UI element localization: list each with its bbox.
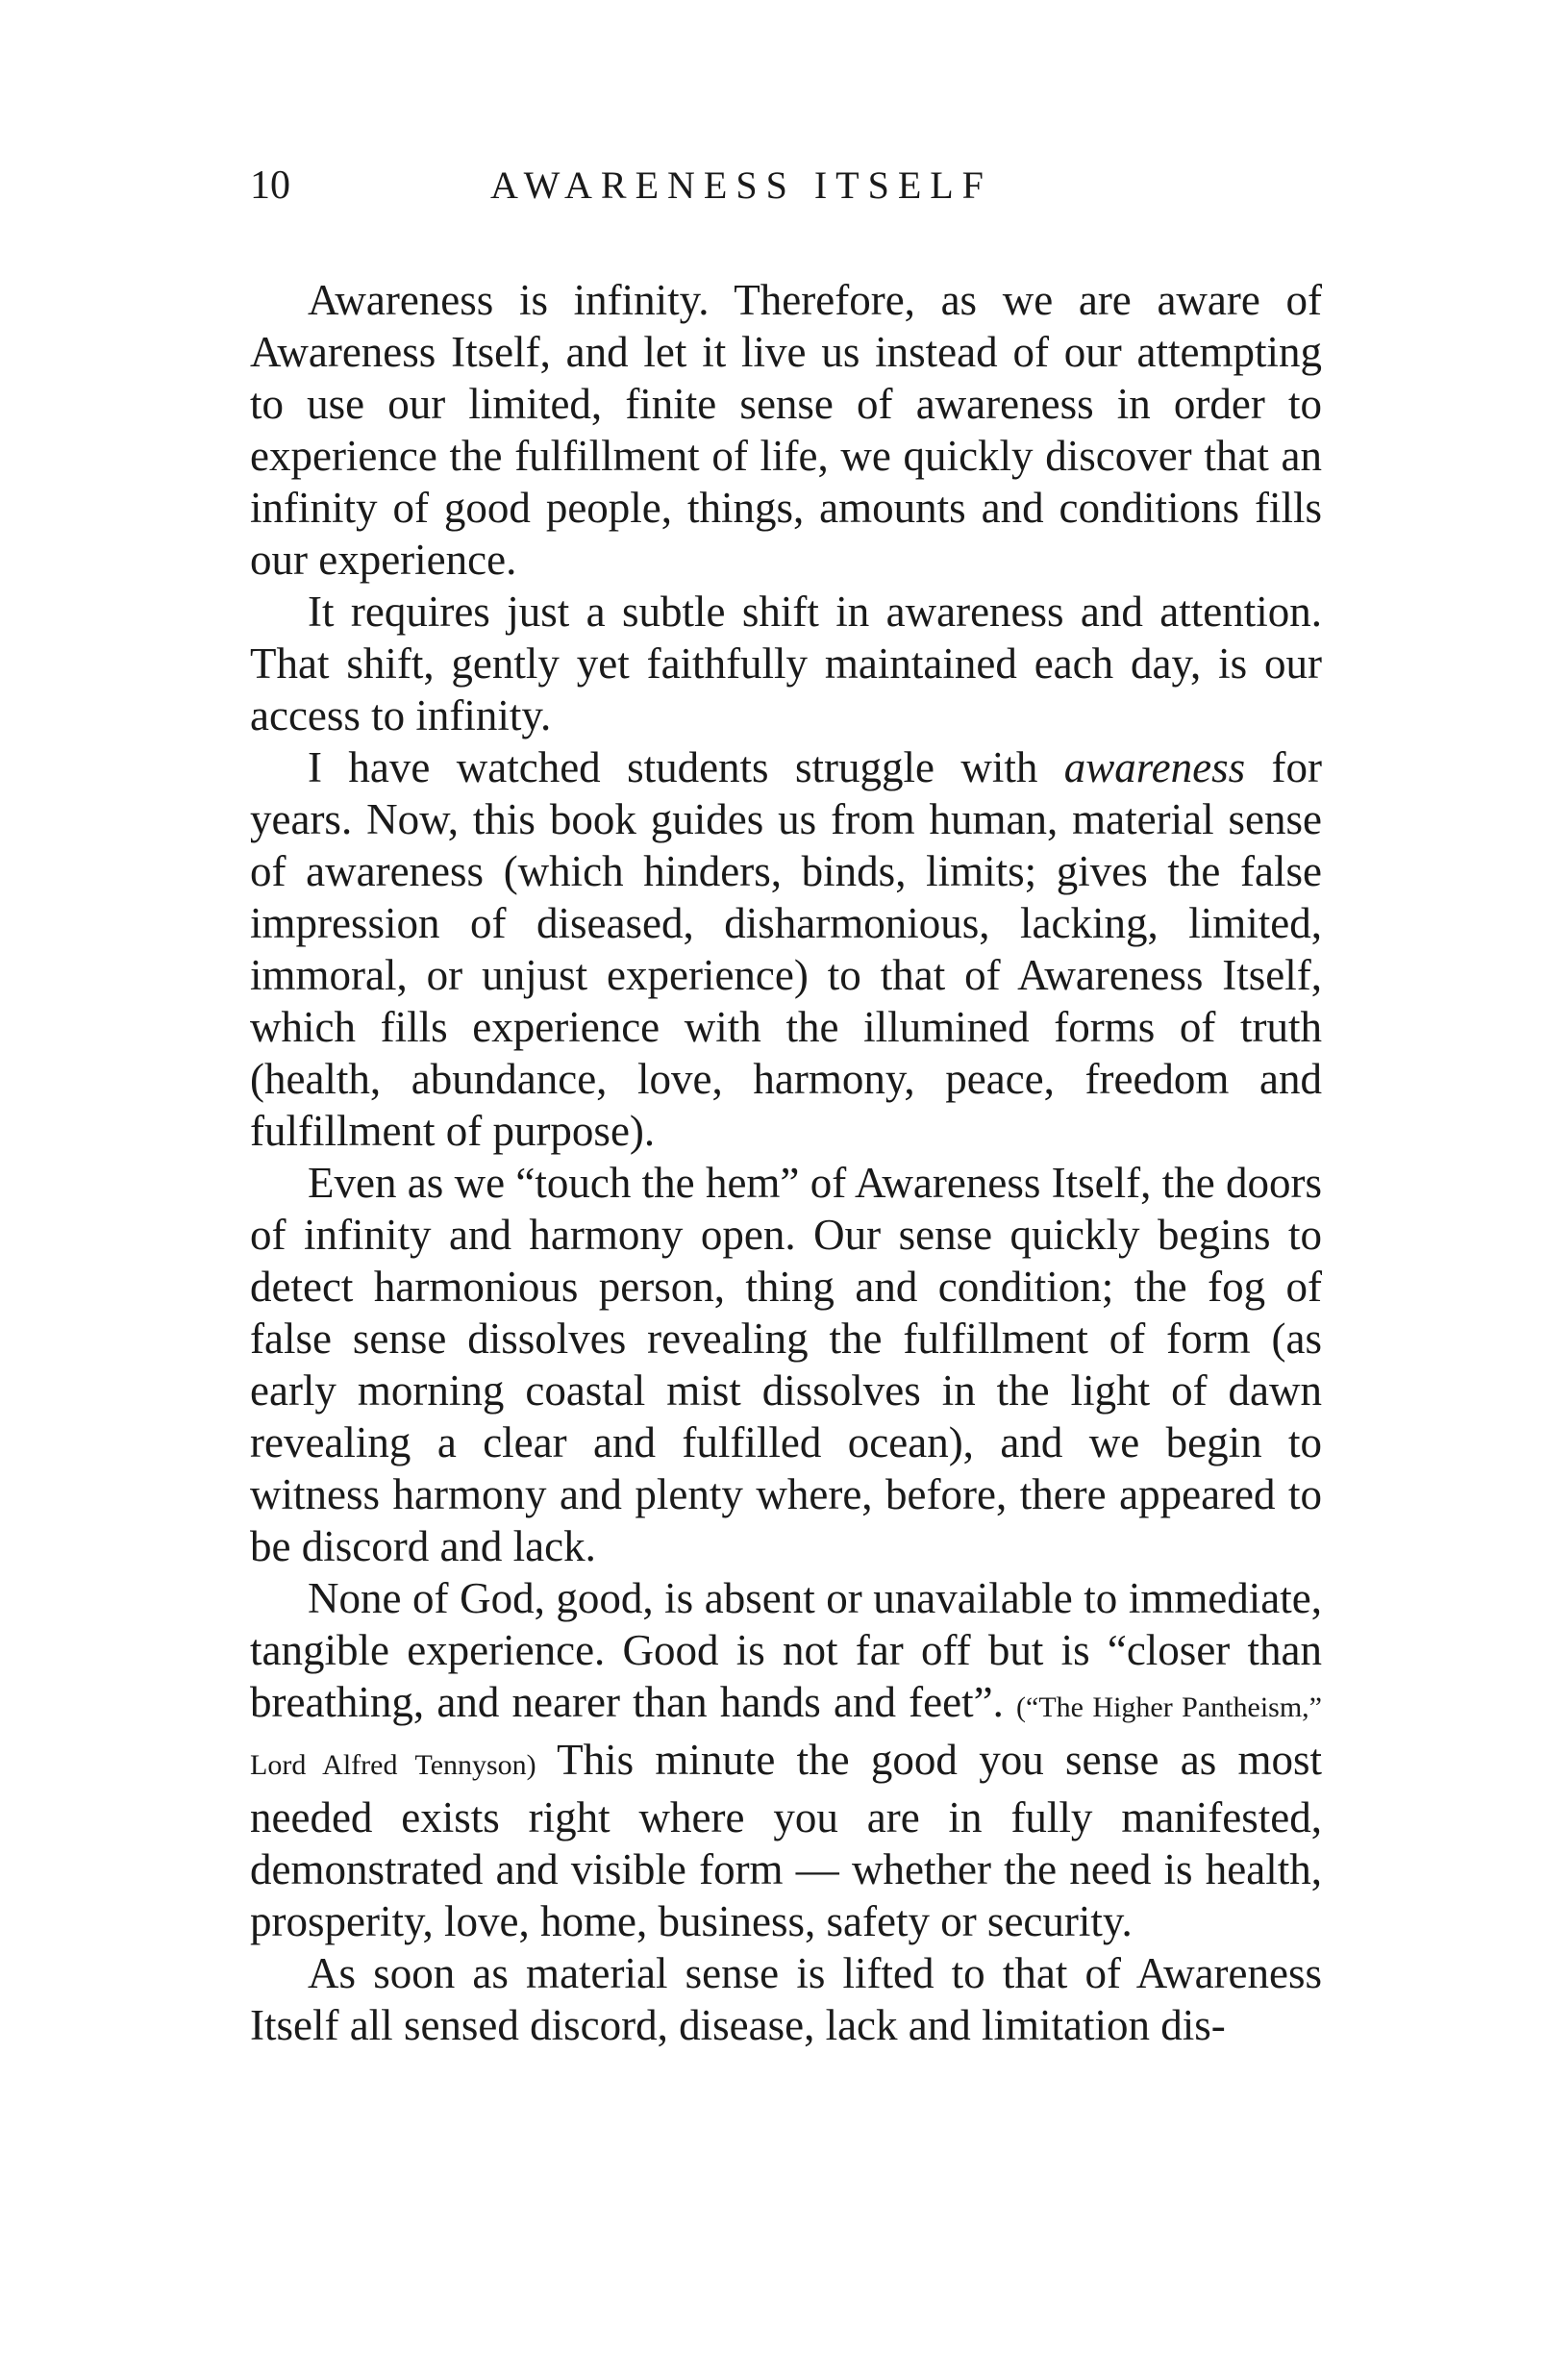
- paragraph: Awareness is infinity. Therefore, as we are aware of Awareness Itself, and let it live us instead of our attempting to use our limited, finite sense of awareness in order to experience the fulfillment of life, we quickly discover that an infinity of good people, things, amounts and conditions fills our experience.: [250, 276, 1322, 584]
- citation: (“The Higher Pantheism,” Lord Alfred Tennyson): [250, 1691, 1322, 1781]
- paragraph: Even as we “touch the hem” of Awareness Itself, the doors of infinity and harmony open. Our sense quickly begins to detect harmonious person, thing and condition; the fog of false sense dissolves revealing the fulfillment of form (as early morning coastal mist dissolves in the light of dawn revealing a clear and fulfilled ocean), and we begin to witness harmony and plenty where, before, there appeared to be discord and lack.: [250, 1159, 1322, 1570]
- running-title: AWARENESS ITSELF: [490, 163, 992, 207]
- paragraph-text: None of God, good, is absent or unavailable to immediate, tangible experience. Good is not far off but is “closer than breathing, and nearer than hands and feet”.: [250, 1574, 1322, 1726]
- paragraph: [250, 741, 1322, 1157]
- emphasis-text: awareness: [1063, 743, 1246, 791]
- paragraph: It requires just a subtle shift in awareness and attention. That shift, gently yet faithfully maintained each day, is our access to infinity.: [250, 588, 1322, 739]
- page-number: 10: [250, 163, 290, 208]
- running-header: [250, 157, 1317, 214]
- paragraph-text: for years. Now, this book guides us from human, material sense of awareness (which hinders, binds, limits; gives the false impression of diseased, disharmonious, lacking, limited, immoral, or unjust experience) to that of Awareness Itself, which fills experience with the illumined forms of truth (health, abundance, love, harmony, peace, freedom and fulfillment of purpose).: [250, 743, 1322, 1155]
- paragraph: [250, 1572, 1322, 1947]
- body-text: [250, 274, 1322, 2051]
- paragraph: As soon as material sense is lifted to that of Awareness Itself all sensed discord, disease, lack and limitation dis-: [250, 1949, 1322, 2049]
- paragraph-text: This minute the good you sense as most needed exists right where you are in fully manifested, demonstrated and visible form — whether the need is health, prosperity, love, home, business, safety or security.: [250, 1736, 1323, 1945]
- paragraph-text: I have watched students struggle with: [308, 743, 1064, 791]
